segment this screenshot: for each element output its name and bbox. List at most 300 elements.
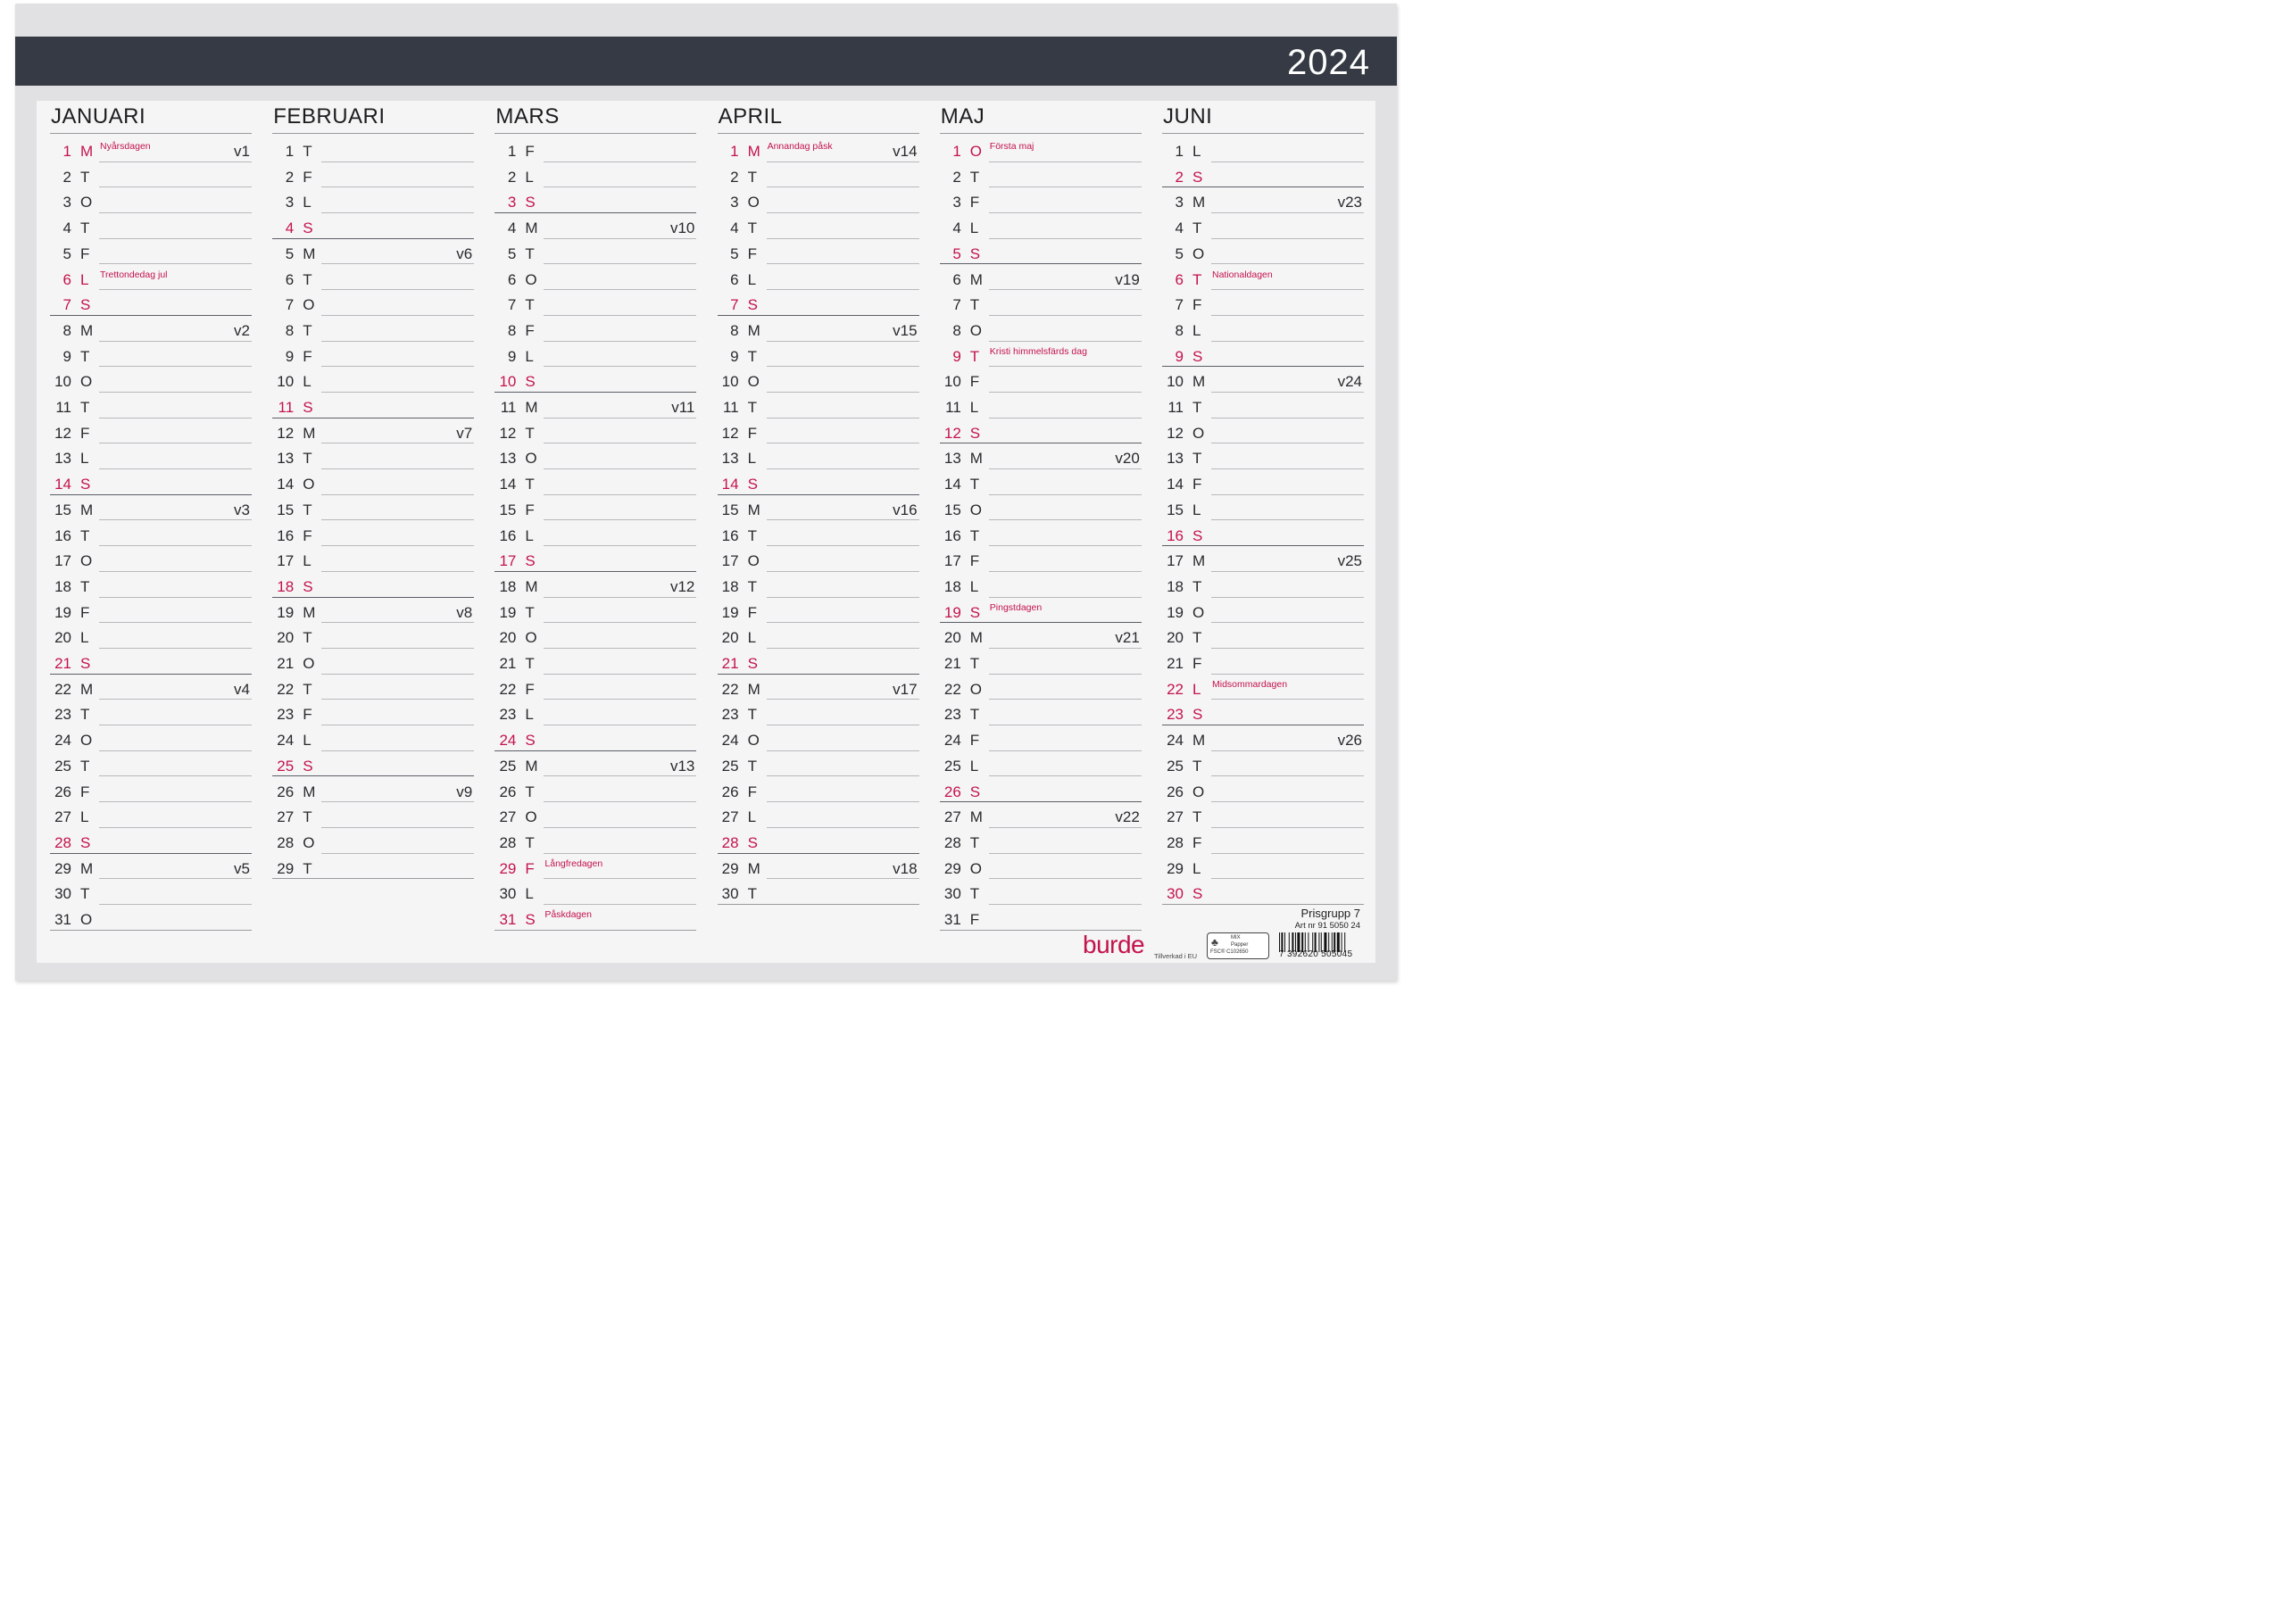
weekday-letter: O [525,629,537,647]
day-row [494,623,696,649]
month-column [940,101,1145,963]
day-number: 26 [277,783,295,800]
weekday-letter: S [747,296,758,314]
day-number: 24 [54,732,71,750]
weekday-letter: T [747,168,757,186]
day-number: 28 [499,833,517,851]
weekday-letter: L [969,577,979,595]
weekday-letter: M [303,603,316,621]
day-number: 29 [1167,859,1184,877]
day-row [1162,700,1364,725]
weekday-letter: T [1192,399,1202,416]
weekday-letter: L [303,732,312,750]
weekday-letter: L [80,808,89,826]
day-number: 10 [721,373,739,391]
day-row [940,854,1142,880]
day-number: 2 [507,168,517,186]
weekday-letter: S [303,757,313,775]
day-number: 27 [277,808,295,826]
day-number: 4 [952,220,961,237]
day-row [494,187,696,213]
weekday-letter: T [303,143,312,160]
day-row [1162,495,1364,521]
day-number: 19 [721,603,739,621]
month-column [494,101,696,963]
day-row [50,443,252,469]
day-row [272,725,474,751]
day-row [494,316,696,342]
day-number: 3 [1175,194,1184,211]
day-number: 21 [943,655,961,672]
day-number: 16 [499,526,517,544]
day-row [50,316,252,342]
day-number: 8 [952,321,961,339]
weekday-letter: T [747,706,757,724]
day-row [50,598,252,624]
week-number: v13 [669,757,695,775]
holiday-name: Första maj [989,141,1034,152]
day-row [494,239,696,265]
weekday-letter: M [1192,732,1206,750]
day-row [940,495,1142,521]
weekday-letter: T [747,757,757,775]
weekday-letter: T [1192,450,1202,468]
weekday-letter: M [80,321,94,339]
weekday-letter: L [525,526,534,544]
day-number: 11 [55,399,71,416]
week-number: v9 [456,783,473,800]
day-row [272,316,474,342]
weekday-letter: T [747,347,757,365]
weekday-letter: T [303,808,312,826]
weekday-letter: M [747,680,760,698]
weekday-letter: T [303,629,312,647]
weekday-letter: O [525,808,537,826]
day-number: 11 [500,399,517,416]
day-row [272,675,474,700]
day-row [494,546,696,572]
weekday-letter: T [80,757,90,775]
weekday-letter: T [1192,577,1202,595]
day-number: 17 [721,552,739,570]
weekday-letter: T [969,655,980,672]
day-row [1162,649,1364,675]
day-number: 7 [952,296,961,314]
day-number: 5 [62,244,71,262]
weekday-letter: O [1192,424,1205,442]
day-number: 2 [285,168,295,186]
day-row [494,342,696,368]
weekday-letter: O [969,859,983,877]
day-number: 9 [730,347,739,365]
weekday-letter: T [80,526,90,544]
day-row [940,213,1142,239]
weekday-letter: S [80,476,91,493]
day-number: 8 [507,321,517,339]
weekday-letter: M [80,501,94,518]
day-row [1162,802,1364,828]
day-row [1162,675,1364,700]
weekday-letter: S [747,476,758,493]
day-row [494,725,696,751]
day-row [940,162,1142,188]
day-row [272,367,474,393]
weekday-letter: F [969,732,980,750]
day-row [50,879,252,905]
day-row [940,751,1142,777]
day-row [50,623,252,649]
weekday-letter: O [80,732,93,750]
day-row [272,265,474,291]
weekday-letter: O [303,296,315,314]
day-number: 17 [499,552,517,570]
day-number: 9 [952,347,961,365]
day-row [940,265,1142,291]
day-number: 15 [499,501,517,518]
day-number: 21 [54,655,71,672]
weekday-letter: S [1192,706,1203,724]
day-number: 28 [943,833,961,851]
day-number: 5 [285,244,295,262]
weekday-letter: M [1192,194,1206,211]
day-number: 6 [62,270,71,288]
month-column [272,101,474,963]
day-rule [494,930,696,931]
weekday-letter: T [525,603,535,621]
day-number: 30 [499,885,517,903]
day-number: 31 [54,911,71,928]
day-row [718,802,919,828]
day-row [1162,521,1364,547]
weekday-letter: M [80,859,94,877]
day-row [940,546,1142,572]
month-header-rule [940,133,1142,134]
day-rule [50,930,252,931]
day-row [50,469,252,495]
weekday-letter: L [1192,680,1201,698]
day-row [494,905,696,931]
day-row [718,162,919,188]
weekday-letter: L [1192,321,1201,339]
day-row [494,469,696,495]
week-number: v20 [1115,450,1140,468]
day-row [494,802,696,828]
weekday-letter: F [303,706,312,724]
day-row [940,649,1142,675]
day-number: 16 [1167,526,1184,544]
day-number: 21 [721,655,739,672]
weekday-letter: F [80,783,90,800]
day-number: 16 [721,526,739,544]
day-row [940,316,1142,342]
weekday-letter: M [969,808,983,826]
weekday-letter: T [969,476,980,493]
month-column [1162,101,1364,963]
weekday-letter: O [1192,603,1205,621]
day-row [1162,751,1364,777]
barcode-number: 7 392620 505045 [1279,949,1353,959]
day-number: 4 [285,220,295,237]
weekday-letter: T [525,296,535,314]
day-number: 4 [730,220,739,237]
day-row [1162,828,1364,854]
weekday-letter: O [969,501,983,518]
day-row [718,393,919,418]
day-number: 14 [943,476,961,493]
day-row [718,572,919,598]
day-row [718,187,919,213]
day-row [718,342,919,368]
day-row [50,418,252,444]
day-number: 12 [54,424,71,442]
day-number: 28 [1167,833,1184,851]
day-number: 23 [721,706,739,724]
day-row [50,700,252,725]
day-row [494,137,696,162]
day-row [272,623,474,649]
day-number: 25 [277,757,295,775]
weekday-letter: O [1192,783,1205,800]
weekday-letter: O [80,552,93,570]
day-row [50,802,252,828]
day-row [1162,290,1364,316]
day-row [1162,469,1364,495]
weekday-letter: M [1192,373,1206,391]
day-row [718,700,919,725]
day-row [940,137,1142,162]
day-number: 15 [721,501,739,518]
day-row [494,162,696,188]
day-number: 17 [1167,552,1184,570]
weekday-letter: O [747,194,760,211]
day-number: 27 [499,808,517,826]
holiday-name: Långfredagen [544,858,603,869]
day-number: 18 [54,577,71,595]
weekday-letter: F [747,244,757,262]
day-number: 1 [952,143,961,160]
day-row [940,342,1142,368]
day-row [50,725,252,751]
day-row [940,598,1142,624]
weekday-letter: T [747,526,757,544]
week-number: v24 [1337,373,1362,391]
fsc-tree-icon: ♣ [1211,936,1218,949]
weekday-letter: O [969,680,983,698]
day-row [50,905,252,931]
day-row [940,700,1142,725]
weekday-letter: F [80,244,90,262]
day-row [494,700,696,725]
day-row [50,675,252,700]
day-number: 21 [499,655,517,672]
article-number: Art nr 91 5050 24 [1294,921,1360,931]
weekday-letter: T [747,399,757,416]
weekday-letter: F [747,783,757,800]
day-number: 9 [62,347,71,365]
day-number: 17 [54,552,71,570]
day-row [718,316,919,342]
weekday-letter: F [525,321,535,339]
day-row [272,700,474,725]
day-number: 26 [721,783,739,800]
day-number: 14 [54,476,71,493]
day-number: 11 [722,399,739,416]
holiday-name: Annandag påsk [767,141,833,152]
weekday-letter: F [747,603,757,621]
day-row [494,828,696,854]
day-number: 2 [952,168,961,186]
day-number: 31 [943,911,961,928]
weekday-letter: F [969,194,980,211]
day-number: 13 [943,450,961,468]
day-number: 17 [943,552,961,570]
day-number: 25 [721,757,739,775]
day-row [940,367,1142,393]
day-number: 2 [730,168,739,186]
day-number: 7 [507,296,517,314]
holiday-name: Nationaldagen [1212,269,1273,280]
day-row [718,265,919,291]
day-number: 3 [730,194,739,211]
day-number: 22 [721,680,739,698]
weekday-letter: M [303,244,316,262]
holiday-name: Pingstdagen [989,601,1043,613]
day-row [718,546,919,572]
day-row [272,393,474,418]
day-number: 20 [499,629,517,647]
day-number: 19 [1167,603,1184,621]
month-name: MARS [495,104,560,128]
weekday-letter: F [80,603,90,621]
day-number: 19 [499,603,517,621]
day-rule [272,878,474,879]
month-name: MAJ [940,104,985,128]
day-number: 30 [943,885,961,903]
day-row [272,521,474,547]
day-row [272,187,474,213]
weekday-letter: T [969,168,980,186]
day-row [940,623,1142,649]
day-row [50,828,252,854]
weekday-letter: T [80,577,90,595]
day-number: 13 [277,450,295,468]
day-number: 3 [285,194,295,211]
weekday-letter: L [525,706,534,724]
weekday-letter: S [1192,526,1203,544]
day-row [272,162,474,188]
weekday-letter: F [303,168,312,186]
weekday-letter: S [80,655,91,672]
day-number: 29 [277,859,295,877]
day-number: 18 [277,577,295,595]
weekday-letter: O [969,321,983,339]
day-number: 18 [943,577,961,595]
day-number: 22 [499,680,517,698]
day-number: 14 [499,476,517,493]
day-number: 8 [62,321,71,339]
day-row [718,469,919,495]
day-number: 15 [277,501,295,518]
weekday-letter: L [303,552,312,570]
weekday-letter: S [303,577,313,595]
weekday-letter: T [969,833,980,851]
day-number: 23 [277,706,295,724]
fsc-code: FSC® C102650 [1210,949,1249,955]
day-row [940,290,1142,316]
weekday-letter: O [747,732,760,750]
day-row [940,675,1142,700]
month-column [718,101,919,963]
weekday-letter: F [1192,476,1202,493]
day-number: 19 [277,603,295,621]
weekday-letter: F [525,859,535,877]
weekday-letter: F [303,526,312,544]
weekday-letter: T [1192,757,1202,775]
week-number: v12 [669,577,695,595]
day-rule [1162,904,1364,905]
weekday-letter: S [525,373,536,391]
weekday-letter: M [525,577,538,595]
day-row [50,213,252,239]
day-number: 23 [499,706,517,724]
day-row [494,751,696,777]
day-number: 2 [62,168,71,186]
day-row [1162,187,1364,213]
day-row [940,905,1142,931]
day-row [494,443,696,469]
weekday-letter: O [80,373,93,391]
weekday-letter: T [1192,270,1202,288]
day-row [940,418,1142,444]
day-row [940,239,1142,265]
day-number: 5 [507,244,517,262]
weekday-letter: F [1192,833,1202,851]
month-header-rule [718,133,919,134]
day-number: 10 [277,373,295,391]
day-number: 27 [721,808,739,826]
weekday-letter: F [303,347,312,365]
day-row [50,137,252,162]
day-number: 19 [54,603,71,621]
day-row [718,521,919,547]
day-number: 29 [943,859,961,877]
day-row [1162,316,1364,342]
month-name: FEBRUARI [273,104,386,128]
weekday-letter: O [1192,244,1205,262]
day-number: 3 [507,194,517,211]
day-number: 25 [943,757,961,775]
day-number: 9 [285,347,295,365]
day-number: 23 [1167,706,1184,724]
day-row [50,495,252,521]
weekday-letter: T [80,706,90,724]
day-row [718,777,919,803]
weekday-letter: T [969,526,980,544]
weekday-letter: T [303,501,312,518]
day-number: 15 [54,501,71,518]
week-number: v15 [893,321,918,339]
weekday-letter: M [969,270,983,288]
day-number: 6 [1175,270,1184,288]
weekday-letter: O [525,450,537,468]
weekday-letter: L [80,629,89,647]
day-row [272,751,474,777]
day-number: 26 [1167,783,1184,800]
day-row [1162,854,1364,880]
weekday-letter: L [969,399,979,416]
day-row [272,290,474,316]
week-number: v18 [893,859,918,877]
